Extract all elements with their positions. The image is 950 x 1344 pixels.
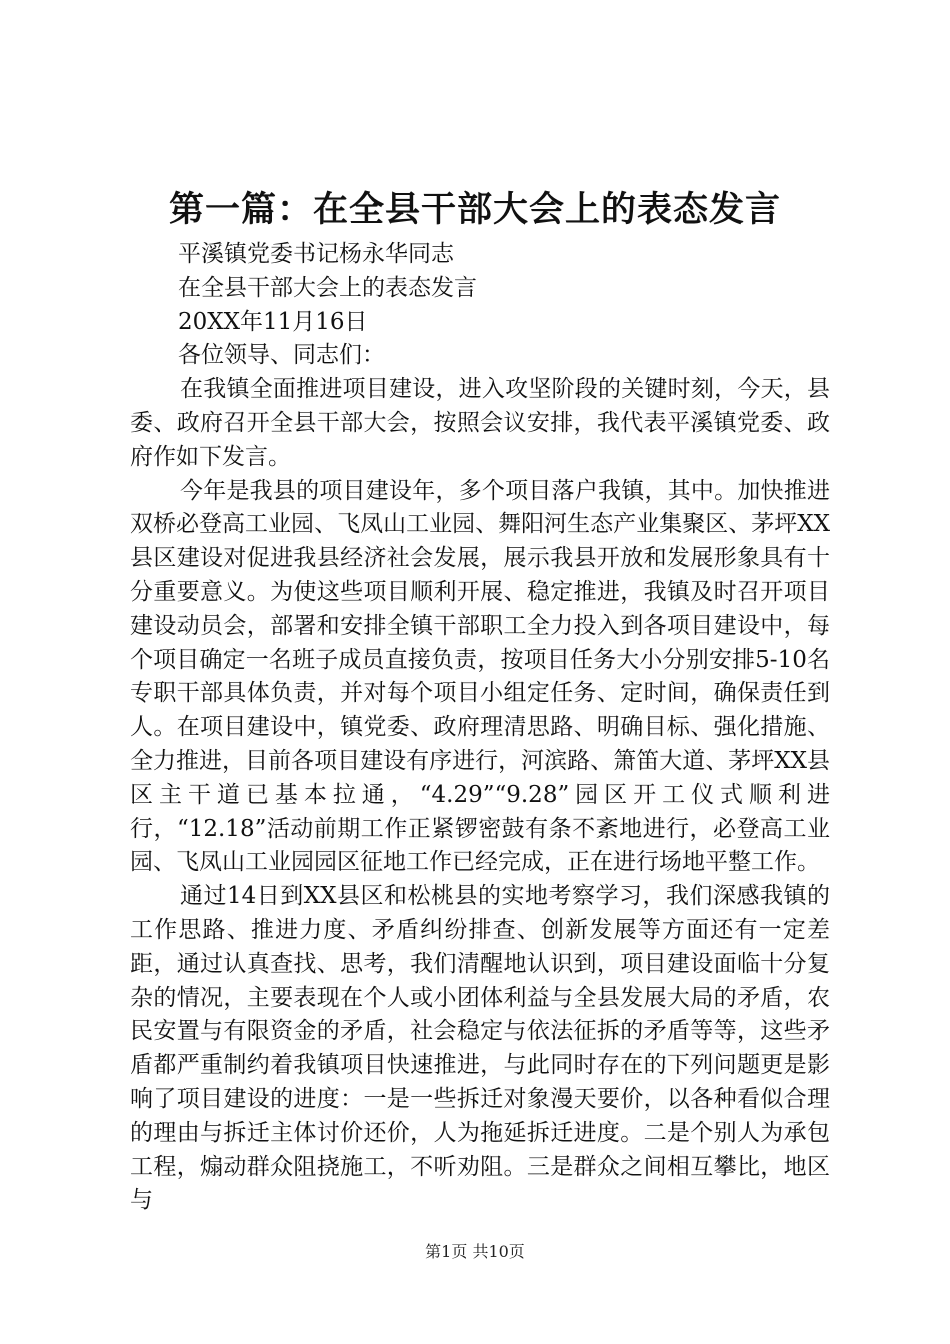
- document-title: 第一篇：在全县干部大会上的表态发言: [168, 190, 781, 230]
- page-footer: 第1页 共10页: [425, 1242, 525, 1261]
- speech-date: 20XX年11月16日: [178, 308, 368, 335]
- paragraph-2: 今年是我县的项目建设年，多个项目落户我镇，其中。加快推进双桥必登高工业园、飞凤山工业园、舞阳河生态产业集聚区、茅坪XX县区建设对促进我县经济社会发展，展示我县开放和发展形象具有十分重要意义。为使这些项目顺利开展、稳定推进，我镇及时召开项目建设动员会，部署和安排全镇干部职工全力投入到各项目建设中，每个项目确定一名班子成员直接负责，按项目任务大小分别安排5-10名专职干部具体负责，并对每个项目小组定任务、定时间，确保责任到人。在项目建设中，镇党委、政府理清思路、明确目标、强化措施、全力推进，目前各项目建设有序进行，河滨路、箫笛大道、茅坪XX县区主干道已基本拉通，“4.29”“9.28”园区开工仪式顺利进行，“12.18”活动前期工作正紧锣密鼓有条不紊地进行，必登高工业园、飞凤山工业园园区征地工作已经完成，正在进行场地平整工作。: [130, 477, 830, 876]
- paragraph-3: 通过14日到XX县区和松桃县的实地考察学习，我们深感我镇的工作思路、推进力度、矛盾纠纷排查、创新发展等方面还有一定差距，通过认真查找、思考，我们清醒地认识到，项目建设面临十分复杂的情况，主要表现在个人或小团体利益与全县发展大局的矛盾，农民安置与有限资金的矛盾，社会稳定与依法征拆的矛盾等等，这些矛盾都严重制约着我镇项目快速推进，与此同时存在的下列问题更是影响了项目建设的进度：一是一些拆迁对象漫天要价，以各种看似合理的理由与拆迁主体讨价还价，人为拖延拆迁进度。二是个别人为承包工程，煽动群众阻挠施工，不听劝阻。三是群众之间相互攀比，地区与: [130, 883, 830, 1214]
- salutation: 各位领导、同志们：: [178, 342, 385, 369]
- paragraph-1: 在我镇全面推进项目建设，进入攻坚阶段的关键时刻，今天，县委、政府召开全县干部大会，按照会议安排，我代表平溪镇党委、政府作如下发言。: [130, 376, 830, 470]
- speaker-line: 平溪镇党委书记杨永华同志: [178, 241, 454, 267]
- document-body: [130, 238, 830, 1218]
- speech-subtitle: 在全县干部大会上的表态发言: [178, 274, 477, 301]
